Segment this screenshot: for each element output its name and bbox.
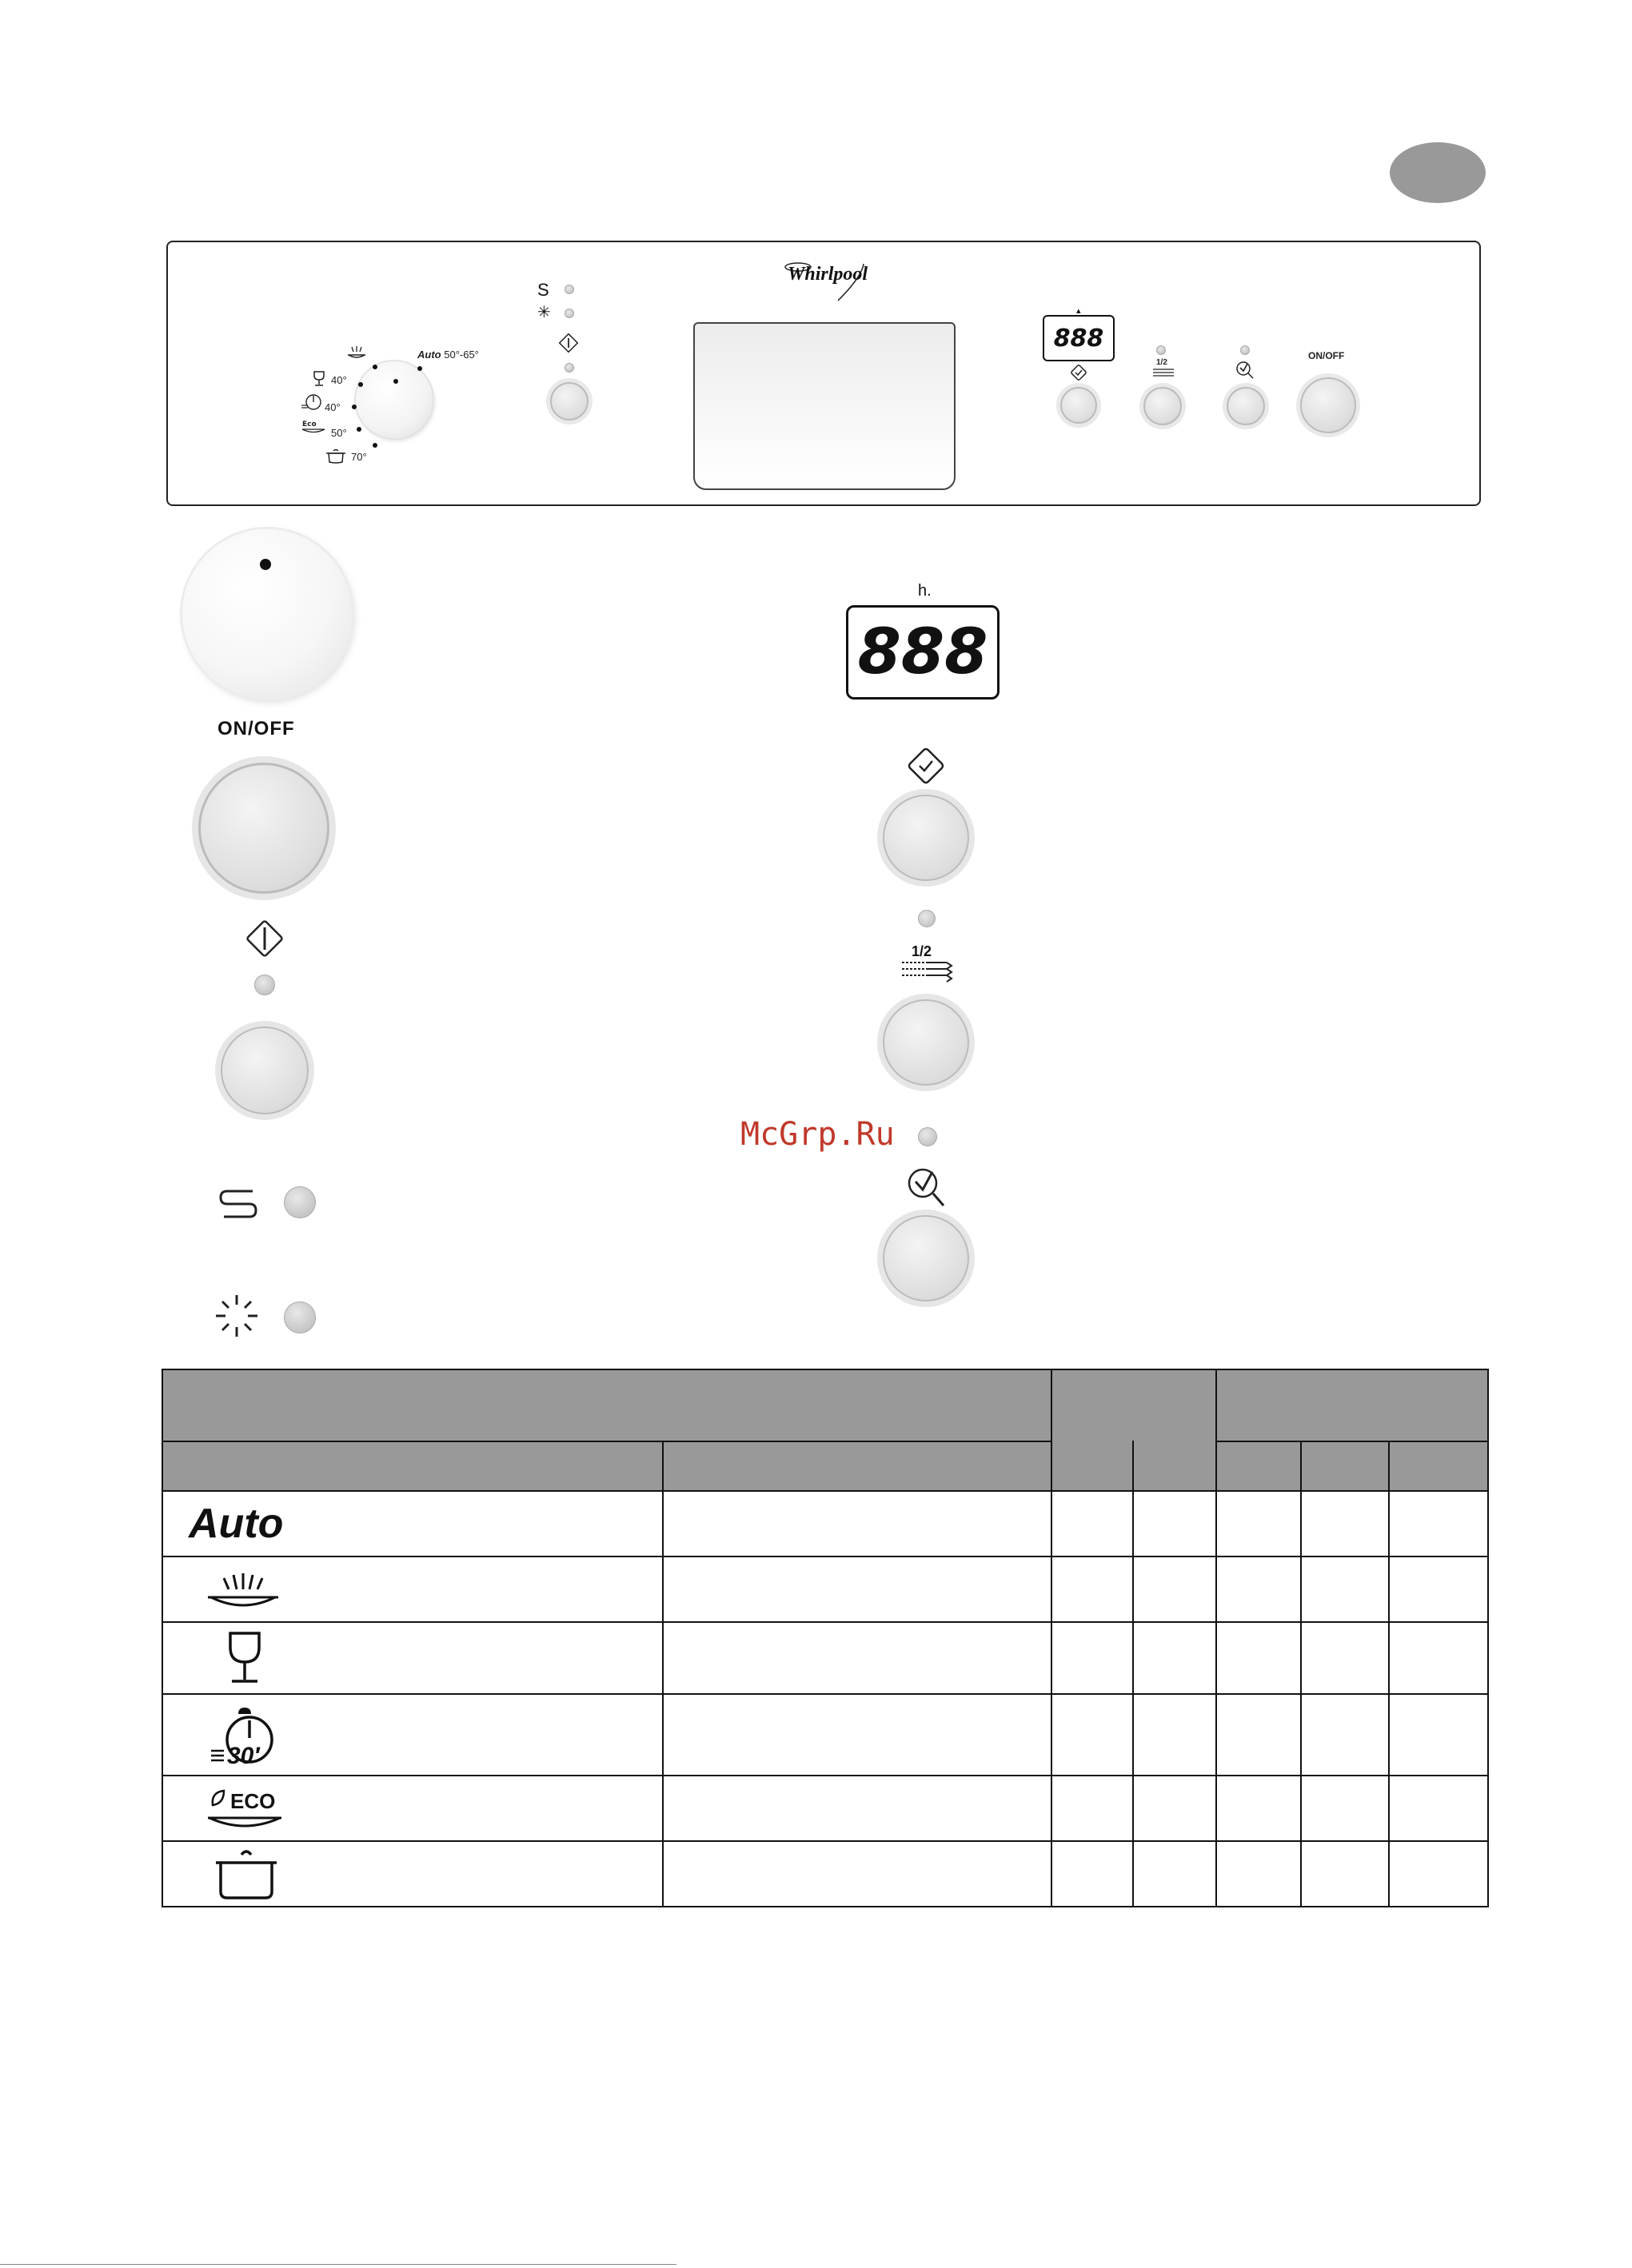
program-cell-rinse — [162, 1557, 663, 1622]
table-row — [162, 1622, 1488, 1694]
extra-dry-icon — [1235, 360, 1255, 381]
start-led — [565, 363, 574, 373]
dial-dot-intensive — [373, 443, 377, 448]
table-cell — [1133, 1491, 1216, 1557]
program-table — [162, 1369, 1489, 1907]
dial-pointer-large — [260, 559, 271, 570]
salt-icon: S — [537, 280, 549, 300]
half-load-led-large — [918, 910, 936, 927]
table-cell — [663, 1776, 1051, 1841]
table-cell — [663, 1491, 1051, 1557]
program-cell-quick — [162, 1694, 663, 1776]
brand-name: Whirlpool — [788, 264, 868, 285]
program-cell-intensive — [162, 1841, 663, 1907]
start-icon-large — [242, 916, 287, 961]
table-cell — [1133, 1841, 1216, 1907]
delay-button[interactable] — [1060, 387, 1097, 424]
rinse-aid-icon-large — [213, 1292, 261, 1340]
table-cell — [1301, 1622, 1389, 1694]
salt-icon-large — [216, 1185, 261, 1223]
dial-dot-auto — [417, 366, 422, 371]
start-icon — [558, 333, 579, 353]
display-large: 888 — [846, 605, 1000, 700]
table-cell — [1216, 1491, 1301, 1557]
dial-label-quick: 40° — [325, 401, 341, 413]
dial-pointer — [393, 379, 398, 384]
half-load-label-large: 1/2 — [912, 943, 932, 959]
delay-button-large[interactable] — [883, 795, 969, 881]
half-load-icon — [1151, 366, 1175, 379]
dial-label-eco: 50° — [331, 427, 347, 439]
table-cell — [1133, 1557, 1216, 1622]
table-cell — [1133, 1622, 1216, 1694]
table-cell — [1051, 1776, 1133, 1841]
header-col-description — [663, 1441, 1051, 1491]
salt-led — [565, 285, 574, 294]
panel-display: 888 — [1043, 315, 1115, 361]
rinse-aid-led-large — [284, 1301, 316, 1333]
extra-dry-led — [1240, 345, 1250, 355]
start-button[interactable] — [550, 382, 589, 421]
header-group-3 — [1216, 1369, 1488, 1441]
start-led-large — [254, 975, 275, 995]
panel-onoff-button[interactable] — [1300, 377, 1356, 433]
table-cell — [1389, 1622, 1488, 1694]
dial-dot-rinse — [373, 365, 377, 369]
table-cell — [1389, 1694, 1488, 1776]
table-row — [162, 1557, 1488, 1622]
half-load-led — [1156, 345, 1166, 355]
header-program-group — [162, 1369, 1051, 1441]
program-cell-eco — [162, 1776, 663, 1841]
start-button-large[interactable] — [221, 1026, 309, 1114]
table-cell — [663, 1622, 1051, 1694]
rinse-icon-table — [205, 1565, 281, 1613]
display-indicator-mark: ▴ — [1076, 306, 1081, 316]
table-row — [162, 1694, 1488, 1776]
half-load-icon-large — [899, 958, 955, 985]
table-row — [162, 1776, 1488, 1841]
program-cell-glass — [162, 1622, 663, 1694]
table-cell — [1389, 1557, 1488, 1622]
watermark: McGrp.Ru — [740, 1116, 895, 1153]
display-window — [693, 322, 956, 490]
table-cell — [1216, 1776, 1301, 1841]
bottom-rule — [0, 2264, 676, 2265]
table-cell — [1301, 1841, 1389, 1907]
svg-text:Eco: Eco — [302, 421, 317, 428]
language-badge — [1390, 142, 1486, 203]
table-cell — [1216, 1841, 1301, 1907]
table-cell — [1133, 1694, 1216, 1776]
table-cell — [1133, 1776, 1216, 1841]
quick-icon — [300, 392, 324, 413]
table-cell — [1216, 1622, 1301, 1694]
dial-dot-eco — [357, 427, 361, 432]
table-cell — [1051, 1557, 1133, 1622]
table-row — [162, 1841, 1488, 1907]
table-header-row-1 — [162, 1369, 1488, 1441]
table-cell — [1051, 1622, 1133, 1694]
table-cell — [1051, 1694, 1133, 1776]
extra-dry-icon-large — [904, 1166, 952, 1210]
auto-word: Auto — [417, 349, 441, 361]
program-cell-auto — [162, 1491, 663, 1557]
eco-label: ECO — [230, 1789, 276, 1813]
delay-icon — [1069, 363, 1088, 382]
onoff-label-large: ON/OFF — [217, 718, 295, 739]
table-cell — [1389, 1776, 1488, 1841]
rinse-aid-led — [565, 309, 574, 318]
glass-icon — [312, 371, 326, 387]
table-cell — [1301, 1694, 1389, 1776]
program-dial[interactable] — [356, 361, 433, 438]
header-col-program — [162, 1441, 663, 1491]
dial-dot-glass — [358, 382, 363, 387]
table-cell — [663, 1557, 1051, 1622]
table-cell — [1389, 1491, 1488, 1557]
delay-icon-large — [904, 743, 948, 788]
display-unit-label: h. — [918, 582, 932, 600]
extra-dry-button[interactable] — [1227, 387, 1265, 425]
program-dial-large[interactable] — [182, 529, 352, 699]
rinse-icon — [346, 345, 367, 360]
table-cell — [1051, 1841, 1133, 1907]
header-col-5 — [1216, 1441, 1301, 1491]
header-col-7 — [1389, 1441, 1488, 1491]
table-header-row-2 — [162, 1441, 1488, 1491]
header-group-2 — [1051, 1369, 1216, 1491]
quick-30-label: 30′ — [227, 1743, 260, 1769]
table-cell — [1389, 1841, 1488, 1907]
salt-led-large — [284, 1186, 316, 1218]
table-cell — [1301, 1491, 1389, 1557]
table-cell — [663, 1841, 1051, 1907]
rinse-aid-icon: ✳ — [537, 304, 551, 321]
auto-word-icon: Auto — [189, 1501, 284, 1547]
extra-dry-led-large — [918, 1127, 937, 1146]
eco-icon — [300, 419, 327, 435]
dial-label-auto — [417, 349, 479, 361]
table-cell — [1216, 1557, 1301, 1622]
table-row — [162, 1491, 1488, 1557]
dial-dot-quick — [352, 405, 357, 409]
table-cell — [1301, 1557, 1389, 1622]
table-cell — [1301, 1776, 1389, 1841]
table-cell — [1051, 1491, 1133, 1557]
extra-dry-button-large[interactable] — [883, 1215, 969, 1301]
panel-onoff-label: ON/OFF — [1308, 350, 1345, 361]
half-load-button[interactable] — [1143, 387, 1182, 425]
glass-icon-table — [224, 1630, 265, 1686]
onoff-button-large[interactable] — [198, 763, 329, 894]
pot-icon-table — [213, 1845, 280, 1903]
pot-icon — [325, 447, 346, 464]
header-col-6 — [1301, 1441, 1389, 1491]
table-cell — [663, 1694, 1051, 1776]
half-load-button-large[interactable] — [883, 999, 969, 1086]
half-load-label: 1/2 — [1156, 358, 1167, 367]
table-cell — [1216, 1694, 1301, 1776]
auto-range: 50°-65° — [444, 349, 479, 361]
dial-label-intensive: 70° — [351, 451, 367, 463]
dial-label-glass: 40° — [331, 374, 347, 386]
